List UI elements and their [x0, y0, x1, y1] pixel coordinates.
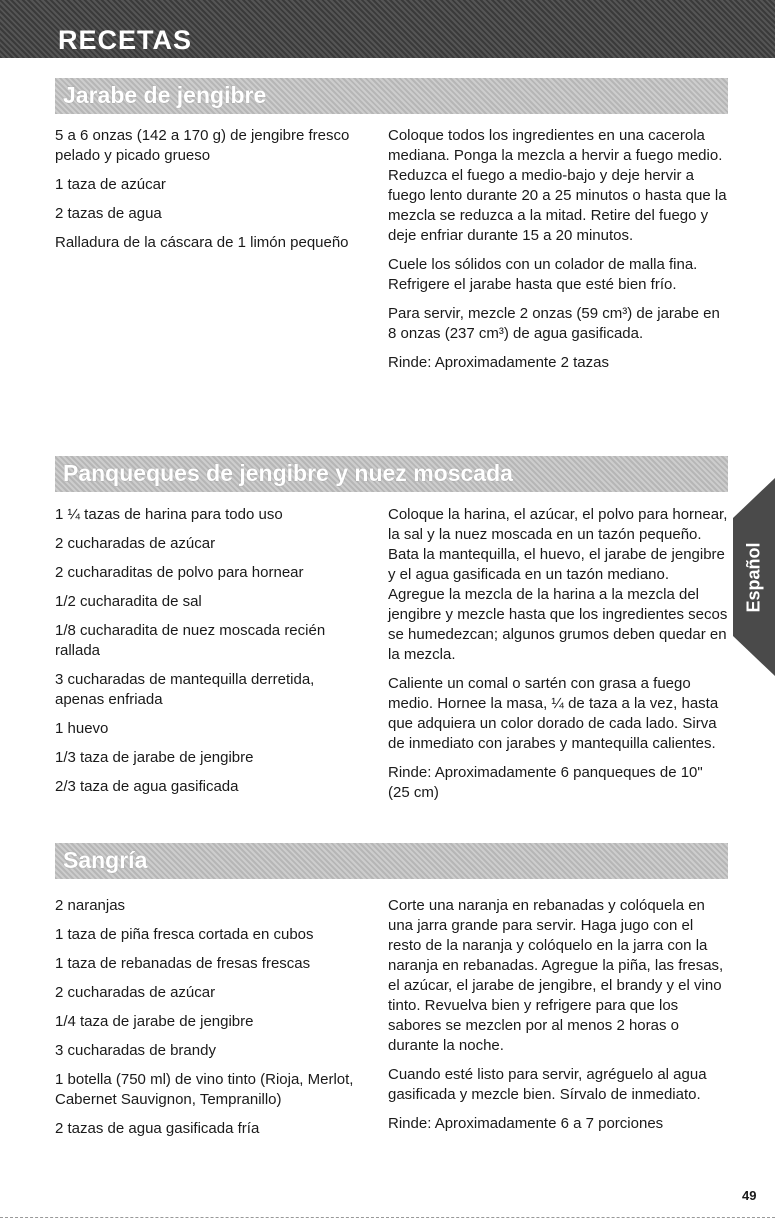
- ingredient-item: 2 naranjas: [55, 897, 126, 914]
- ingredient-item: 5 a 6 onzas (142 a 170 g) de jengibre fresco pelado y picado grueso: [55, 127, 350, 164]
- ingredient-item: 1/3 taza de jarabe de jengibre: [55, 749, 254, 766]
- direction-paragraph: Coloque la harina, el azúcar, el polvo para hornear, la sal y la nuez moscada en un tazón pequeño. Bata la mantequilla, el huevo, el jarabe de jengibre y el agua gasificada en un tazón mediano. Agregue la mezcla de la harina a la mezcla del jengibre y mezcle hasta que los ingredientes secos se humedezcan; algunos grumos deben quedar en la mezcla.: [388, 506, 728, 663]
- direction-paragraph: Para servir, mezcle 2 onzas (59 cm³) de jarabe en 8 onzas (237 cm³) de agua gasificada.: [388, 305, 720, 342]
- yield-text: Rinde: Aproximadamente 2 tazas: [388, 354, 609, 371]
- ingredient-item: Ralladura de la cáscara de 1 limón pequeño: [55, 234, 349, 251]
- direction-paragraph: Coloque todos los ingredientes en una cacerola mediana. Ponga la mezcla a hervir a fuego medio. Reduzca el fuego a medio-bajo y deje hervir a fuego lento durante 20 a 25 minutos o hasta que la mezcla se reduzca a la mitad. Retire del fuego y deje enfriar durante 15 a 20 minutos.: [388, 127, 727, 244]
- page-number: 49: [742, 1188, 757, 1203]
- ingredient-item: 3 cucharadas de mantequilla derretida, apenas enfriada: [55, 671, 315, 708]
- ingredient-item: 1 ¼ tazas de harina para todo uso: [55, 506, 283, 523]
- direction-paragraph: Caliente un comal o sartén con grasa a fuego medio. Hornee la masa, ¼ de taza a la vez, hasta que adquiera un color dorado de cada lado. Sirva de inmediato con jarabes y mantequilla calientes.: [388, 675, 719, 752]
- section-title: Jarabe de jengibre: [63, 82, 267, 108]
- language-tab-label: Español: [743, 541, 764, 613]
- footer-divider: [0, 1217, 775, 1218]
- ingredient-item: 2 cucharadas de azúcar: [55, 984, 216, 1001]
- header-bar: [0, 0, 775, 58]
- ingredient-item: 1 botella (750 ml) de vino tinto (Rioja, Merlot, Cabernet Sauvignon, Tempranillo): [55, 1071, 354, 1108]
- ingredients-list: [55, 896, 355, 1148]
- ingredient-item: 1/8 cucharadita de nuez moscada recién rallada: [55, 622, 326, 659]
- ingredient-item: 2/3 taza de agua gasificada: [55, 778, 239, 795]
- ingredient-item: 2 tazas de agua gasificada fría: [55, 1120, 260, 1137]
- ingredient-item: 1/4 taza de jarabe de jengibre: [55, 1013, 254, 1030]
- section-title: Sangría: [63, 847, 148, 873]
- ingredient-item: 1 huevo: [55, 720, 109, 737]
- direction-paragraph: Cuele los sólidos con un colador de malla fina. Refrigere el jarabe hasta que esté bien frío.: [388, 256, 698, 293]
- directions-text: [388, 126, 728, 382]
- ingredients-list: [55, 505, 355, 806]
- ingredient-item: 2 tazas de agua: [55, 205, 162, 222]
- direction-paragraph: Corte una naranja en rebanadas y colóquela en una jarra grande para servir. Haga jugo con el resto de la naranja y colóquelo en la jarra con la naranja en rebanadas. Agregue la piña, las fresas, el azúcar, el jarabe de jengibre, el brandy y el vino tinto. Revuelva bien y refrigere para que los sabores se mezclen por al menos 2 horas o durante la noche.: [388, 897, 724, 1054]
- ingredient-item: 1 taza de rebanadas de fresas frescas: [55, 955, 311, 972]
- ingredients-list: [55, 126, 355, 262]
- ingredient-item: 1 taza de azúcar: [55, 176, 166, 193]
- ingredient-item: 3 cucharadas de brandy: [55, 1042, 216, 1059]
- ingredient-item: 2 cucharadas de azúcar: [55, 535, 216, 552]
- section-header-panqueques: [55, 456, 728, 492]
- directions-text: [388, 896, 728, 1143]
- yield-text: Rinde: Aproximadamente 6 panqueques de 10" (25 cm): [388, 764, 703, 801]
- direction-paragraph: Cuando esté listo para servir, agréguelo al agua gasificada y mezcle bien. Sírvalo de inmediato.: [388, 1066, 707, 1103]
- yield-text: Rinde: Aproximadamente 6 a 7 porciones: [388, 1115, 664, 1132]
- language-tab: [733, 478, 775, 676]
- section-title: Panqueques de jengibre y nuez moscada: [63, 460, 513, 486]
- directions-text: [388, 505, 728, 812]
- ingredient-item: 2 cucharaditas de polvo para hornear: [55, 564, 304, 581]
- ingredient-item: 1/2 cucharadita de sal: [55, 593, 202, 610]
- section-header-sangria: [55, 843, 728, 879]
- page-title: RECETAS: [58, 25, 193, 55]
- section-header-jarabe: [55, 78, 728, 114]
- ingredient-item: 1 taza de piña fresca cortada en cubos: [55, 926, 314, 943]
